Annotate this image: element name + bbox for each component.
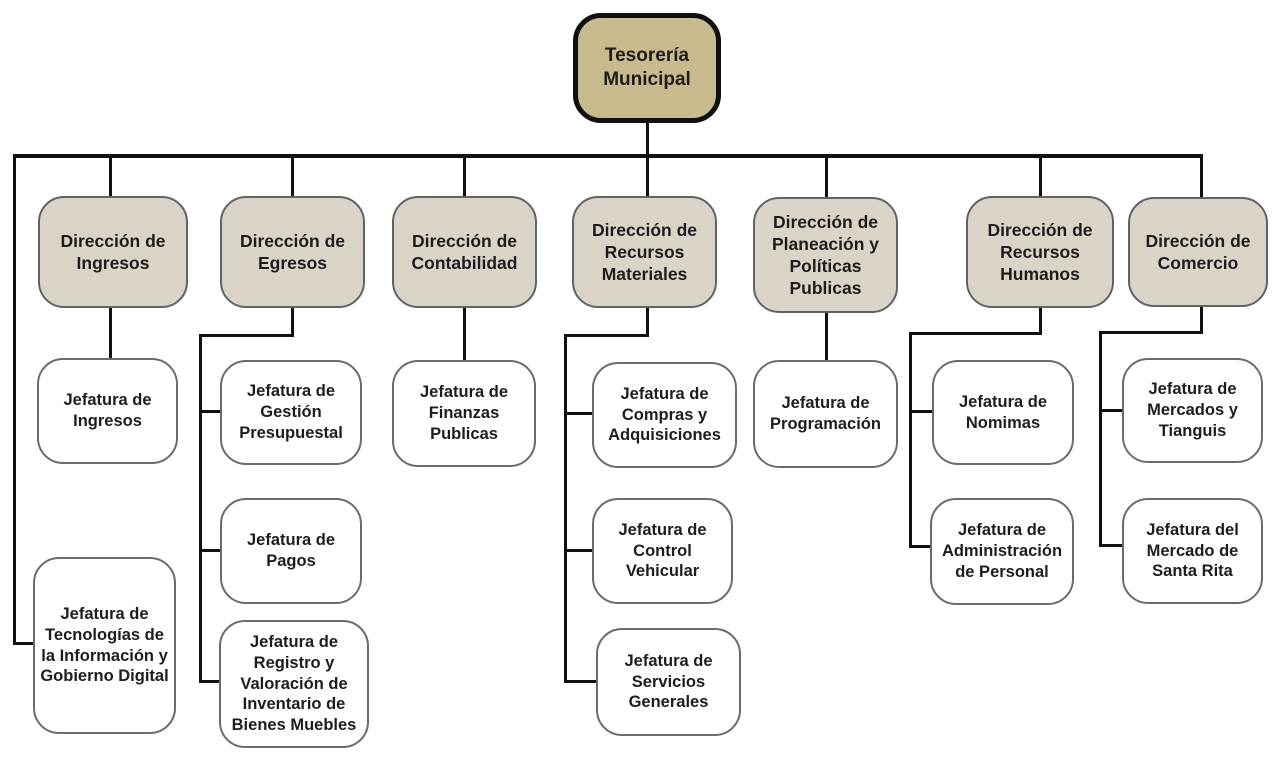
node-jefatura-mercados-tianguis: Jefatura de Mercados y Tianguis (1122, 358, 1263, 463)
connector-rm-elbow-vertical (646, 308, 649, 337)
connector-rm-bracket (564, 334, 567, 683)
connector-comercio-bracket (1099, 331, 1102, 547)
node-direccion-egresos: Dirección de Egresos (220, 196, 365, 308)
node-direccion-planeacion: Dirección de Planeación y Políticas Publicas (753, 197, 898, 313)
node-jefatura-gestion-presupuestal: Jefatura de Gestión Presupuestal (220, 360, 362, 465)
connector-rh-elbow-vertical (1039, 308, 1042, 335)
connector-recursos-materiales-drop (646, 156, 649, 196)
node-direccion-contabilidad: Dirección de Contabilidad (392, 196, 537, 308)
node-jefatura-pagos: Jefatura de Pagos (220, 498, 362, 604)
node-tesoreria-municipal: Tesorería Municipal (573, 13, 721, 123)
connector-egresos-drop (291, 156, 294, 196)
connector-control-stub (564, 549, 592, 552)
connector-planeacion-child-drop (825, 313, 828, 360)
node-jefatura-control-vehicular: Jefatura de Control Vehicular (592, 498, 733, 604)
connector-contabilidad-drop (463, 156, 466, 196)
node-jefatura-ingresos: Jefatura de Ingresos (37, 358, 178, 464)
node-jefatura-programacion: Jefatura de Programación (753, 360, 898, 468)
connector-comercio-drop (1200, 156, 1203, 197)
connector-left-vertical (13, 154, 16, 645)
connector-administracion-stub (909, 545, 932, 548)
node-direccion-ingresos: Dirección de Ingresos (38, 196, 188, 308)
node-jefatura-nomimas: Jefatura de Nomimas (932, 360, 1074, 465)
node-jefatura-compras-adquisiciones: Jefatura de Compras y Adquisiciones (592, 362, 737, 468)
connector-rm-elbow-horizontal (564, 334, 649, 337)
connector-root-drop (646, 123, 649, 156)
connector-egresos-bracket (199, 334, 202, 683)
connector-recursos-humanos-drop (1039, 156, 1042, 196)
node-direccion-recursos-materiales: Dirección de Recursos Materiales (572, 196, 717, 308)
node-jefatura-finanzas-publicas: Jefatura de Finanzas Publicas (392, 360, 536, 467)
node-jefatura-tecnologias: Jefatura de Tecnologías de la Información y Gobierno Digital (33, 557, 176, 734)
connector-comercio-elbow-vertical (1200, 307, 1203, 334)
connector-compras-stub (564, 412, 592, 415)
connector-servicios-stub (564, 680, 597, 683)
connector-pagos-stub (199, 549, 220, 552)
connector-ingresos-child-drop (109, 308, 112, 360)
connector-egresos-elbow-vertical (291, 308, 294, 337)
connector-contabilidad-child-drop (463, 308, 466, 360)
node-jefatura-administracion-personal: Jefatura de Administración de Personal (930, 498, 1074, 605)
connector-registro-stub (199, 680, 220, 683)
node-direccion-comercio: Dirección de Comercio (1128, 197, 1268, 307)
node-jefatura-servicios-generales: Jefatura de Servicios Generales (596, 628, 741, 736)
connector-santa-rita-stub (1099, 544, 1122, 547)
connector-mercados-stub (1099, 409, 1122, 412)
node-jefatura-registro-valoracion: Jefatura de Registro y Valoración de Inventario de Bienes Muebles (219, 620, 369, 748)
connector-ingresos-drop (109, 156, 112, 196)
connector-rh-bracket (909, 332, 912, 548)
node-jefatura-mercado-santa-rita: Jefatura del Mercado de Santa Rita (1122, 498, 1263, 604)
connector-top-horizontal (13, 154, 1203, 158)
connector-rh-elbow-horizontal (909, 332, 1042, 335)
connector-nomimas-stub (909, 410, 932, 413)
connector-comercio-elbow-horizontal (1099, 331, 1203, 334)
connector-planeacion-drop (825, 156, 828, 197)
connector-gestion-stub (199, 410, 220, 413)
connector-egresos-elbow-horizontal (199, 334, 294, 337)
node-direccion-recursos-humanos: Dirección de Recursos Humanos (966, 196, 1114, 308)
